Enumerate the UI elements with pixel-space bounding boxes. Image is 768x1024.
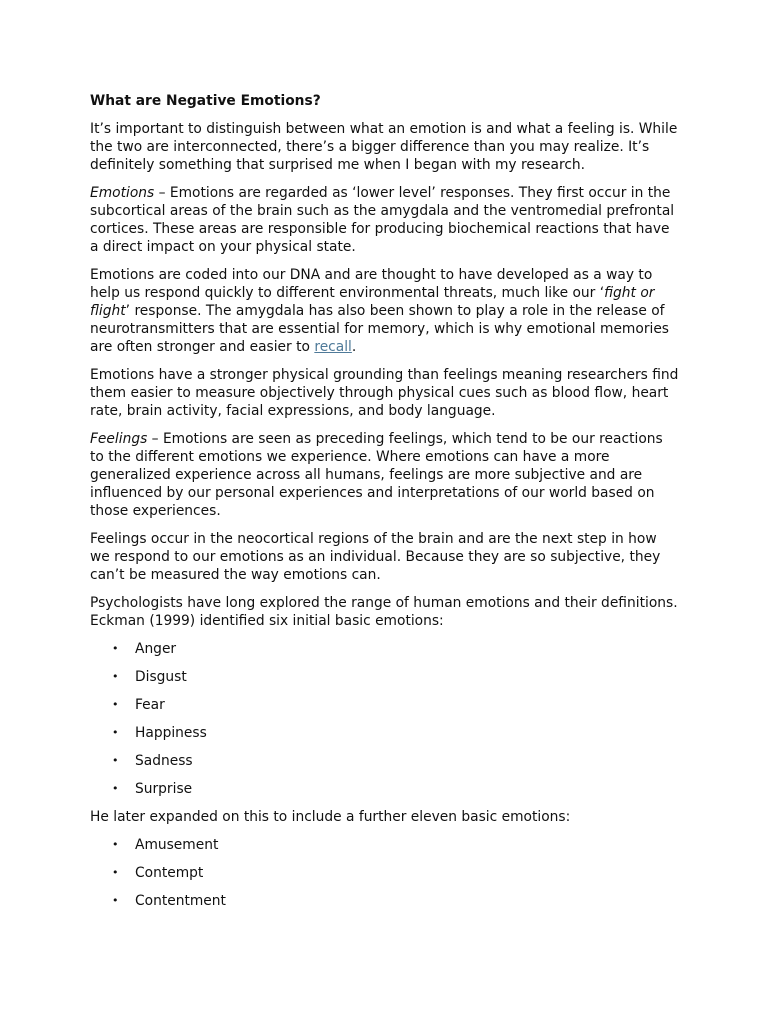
paragraph-feelings-definition <box>90 430 680 520</box>
bullet-icon: • <box>112 726 119 739</box>
list-item: • Contempt <box>112 865 204 881</box>
list-item: • Disgust <box>112 669 187 685</box>
list-item: • Fear <box>112 697 165 713</box>
bullet-icon: • <box>112 894 119 907</box>
bullet-icon: • <box>112 838 119 851</box>
bullet-icon: • <box>112 698 119 711</box>
dna-text-before: Emotions are coded into our DNA and are thought to have developed as a way to help us respond quickly to different environmental threats, much like our ‘ <box>90 267 653 301</box>
paragraph-eckman: Psychologists have long explored the range of human emotions and their definitions. Eckman (1999) identified six initial basic emotions: <box>90 595 678 629</box>
recall-link[interactable]: recall <box>314 339 352 355</box>
paragraph-emotions-dna <box>90 266 680 356</box>
additional-emotions-list <box>90 836 680 910</box>
dna-text-after: . <box>351 339 357 355</box>
list-item: • Contentment <box>112 893 226 909</box>
paragraph-intro: It’s important to distinguish between what an emotion is and what a feeling is. While the two are interconnected, there’s a bigger difference than you may realize. It’s definitely something that surprised me when I began with my research. <box>90 121 678 173</box>
feelings-definition-text: – Emotions are seen as preceding feelings, which tend to be our reactions to the different emotions we experience. Where emotions can have a more generalized experience across all humans, feelings are more subjective and are influenced by our personal experiences and interpretations of our world based on those experiences. <box>90 431 663 519</box>
emotions-definition-text: – Emotions are regarded as ‘lower level’ responses. They first occur in the subcortical areas of the brain such as the amygdala and the ventromedial prefrontal cortices. These areas are responsible for producing biochemical reactions that have a direct impact on your physical state. <box>90 185 675 255</box>
bullet-icon: • <box>112 782 119 795</box>
document-page <box>90 92 680 920</box>
bullet-icon: • <box>112 754 119 767</box>
term-feelings: Feelings <box>90 431 148 447</box>
paragraph-neocortical: Feelings occur in the neocortical regions of the brain and are the next step in how we respond to our emotions as an individual. Because they are so subjective, they can’t be measured the way emotions can. <box>90 531 661 583</box>
fight-or-flight-phrase: fight or flight <box>90 285 655 319</box>
list-item: • Sadness <box>112 753 193 769</box>
paragraph-emotions-definition <box>90 184 680 256</box>
paragraph-eleven-emotions: He later expanded on this to include a further eleven basic emotions: <box>90 809 571 825</box>
bullet-icon: • <box>112 642 119 655</box>
basic-emotions-list <box>90 640 680 798</box>
bullet-icon: • <box>112 670 119 683</box>
list-item: • Amusement <box>112 837 219 853</box>
bullet-icon: • <box>112 866 119 879</box>
dna-text-middle: ’ response. The amygdala has also been shown to play a role in the release of neurotransmitters that are essential for memory, which is why emotional memories are often stronger and easier to <box>90 303 669 355</box>
page-title: What are Negative Emotions? <box>90 93 321 109</box>
list-item: • Happiness <box>112 725 207 741</box>
list-item: • Anger <box>112 641 177 657</box>
paragraph-physical-grounding: Emotions have a stronger physical grounding than feelings meaning researchers find them easier to measure objectively through physical cues such as blood flow, heart rate, brain activity, facial expressions, and body language. <box>90 367 679 419</box>
term-emotions: Emotions <box>90 185 155 201</box>
list-item: • Surprise <box>112 781 193 797</box>
